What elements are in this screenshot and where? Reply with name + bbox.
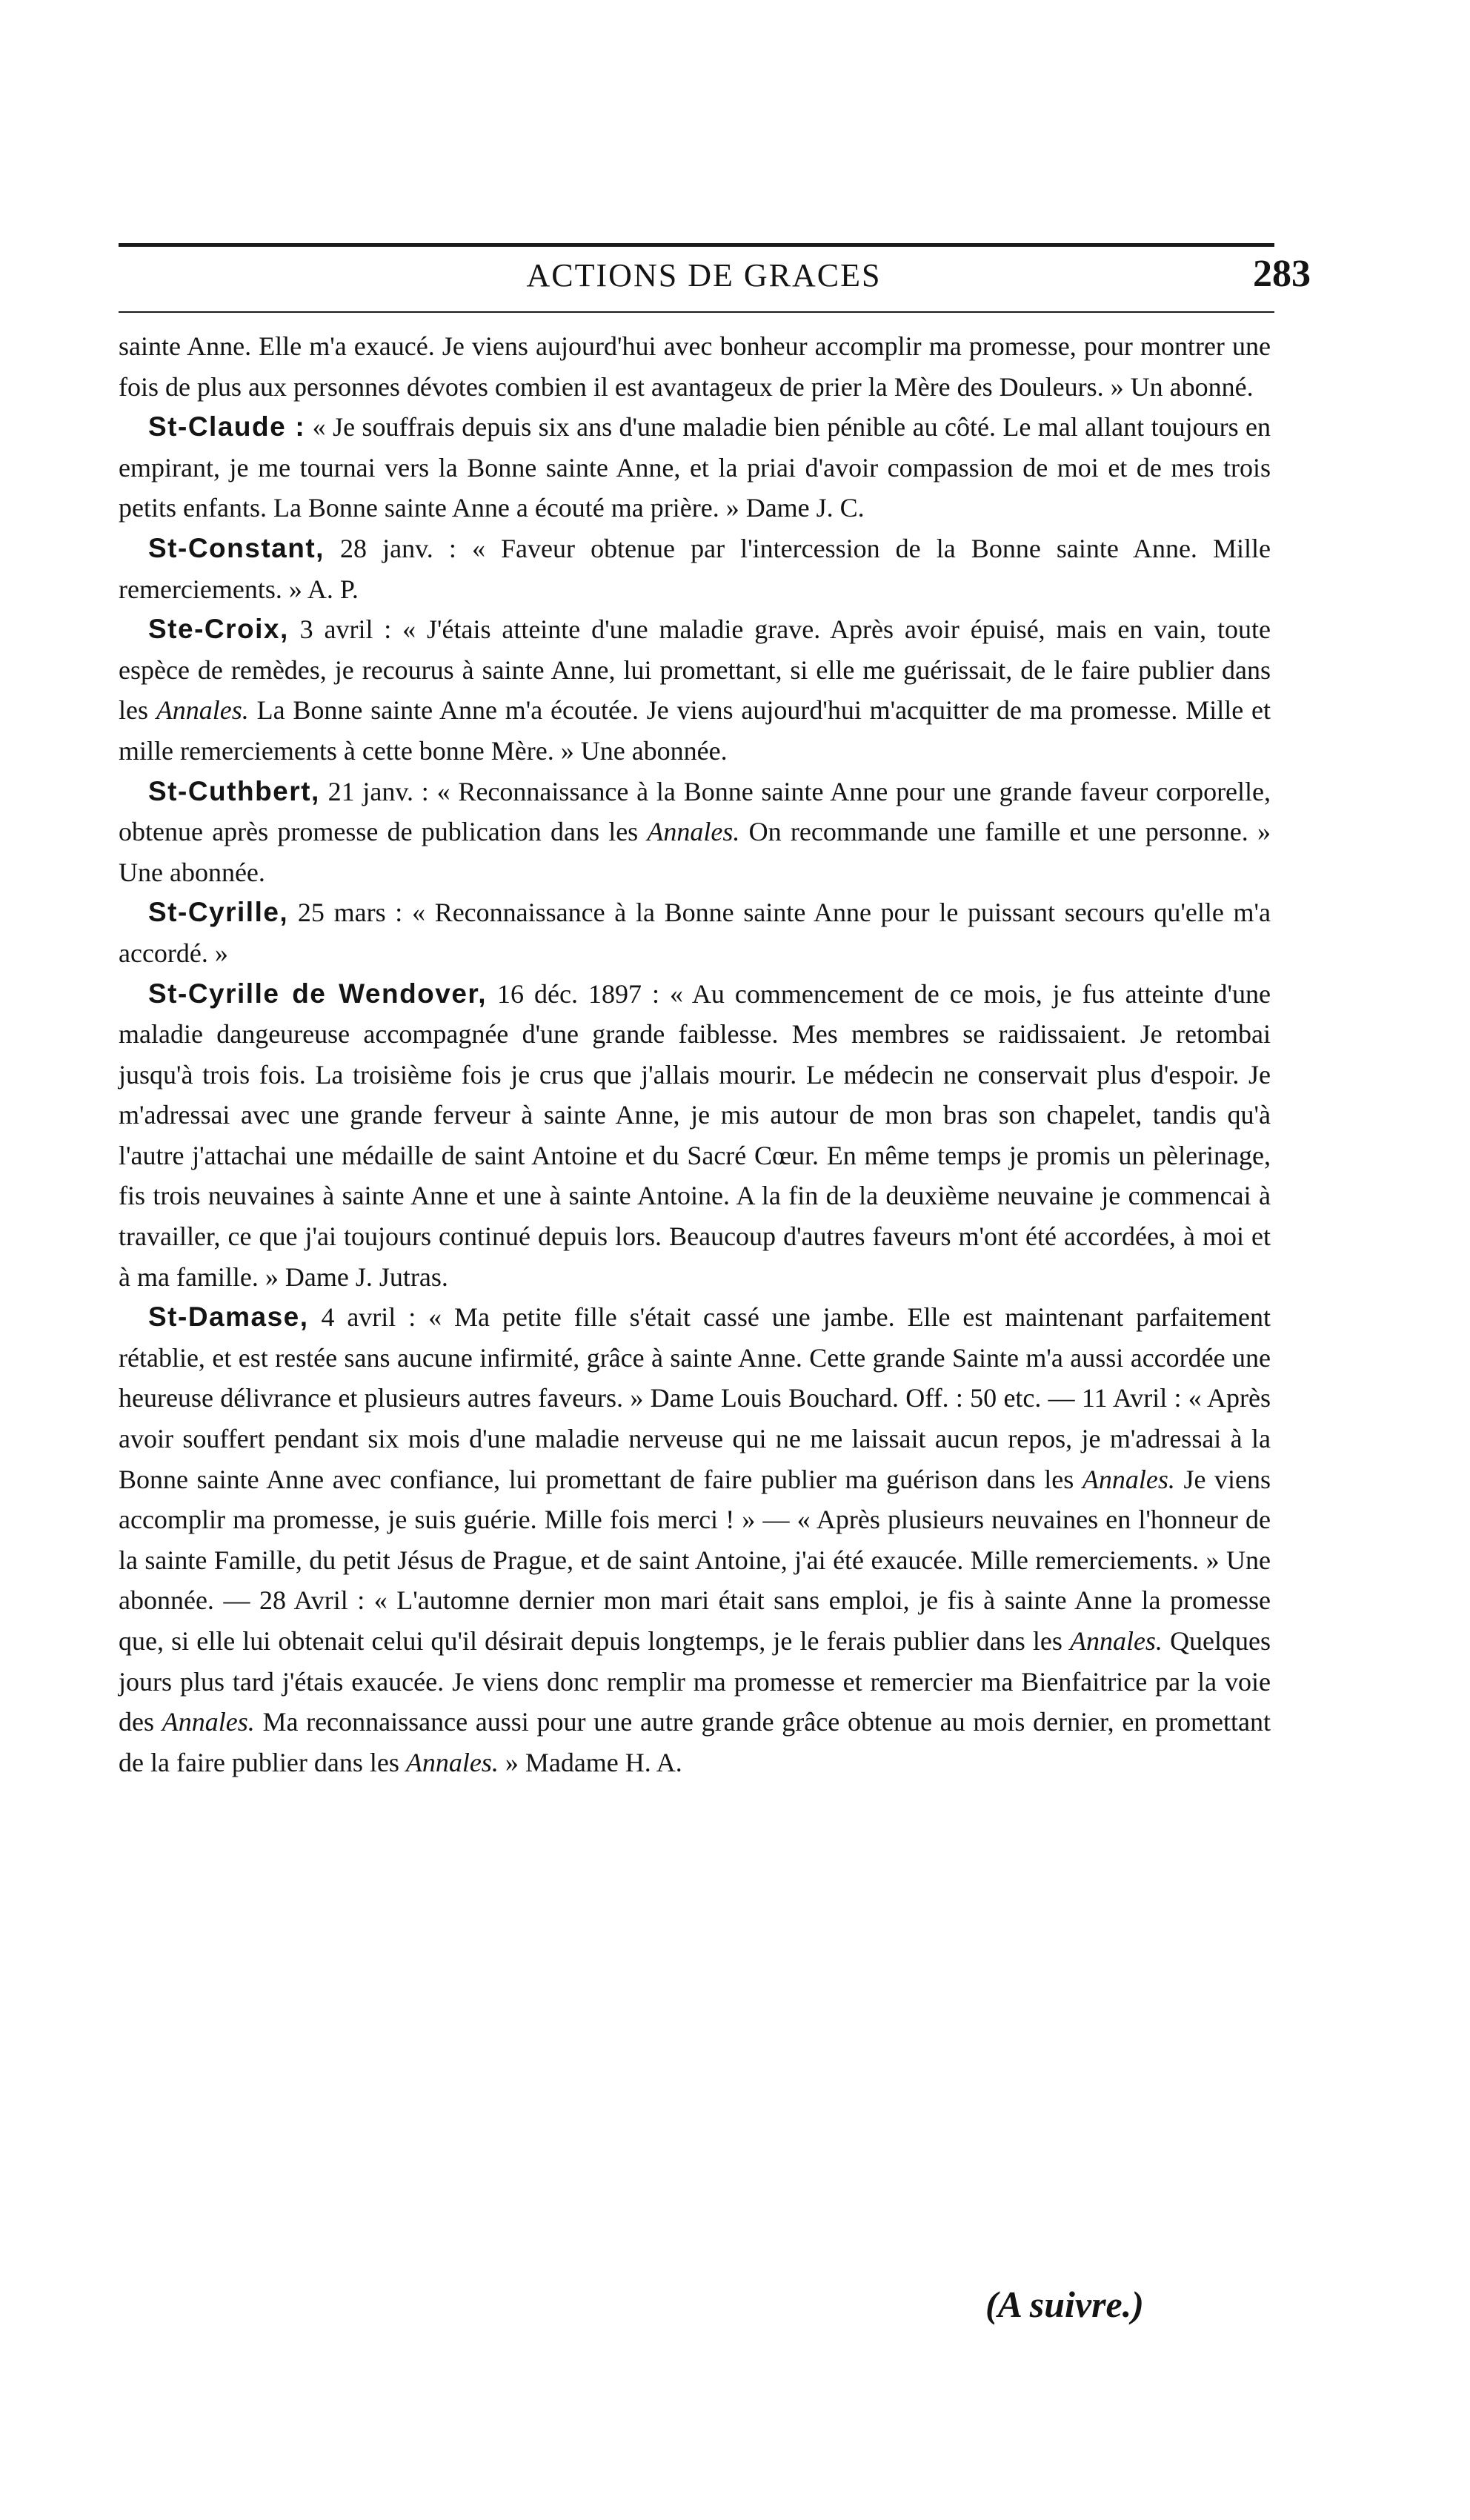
entry-text: La Bonne sainte Anne m'a écoutée. Je viens aujourd'hui m'acquitter de ma promesse. Mille et mille remerciements à cette bonne Mère. » Une abonnée. (119, 695, 1271, 766)
annales-title: Annales. (1082, 1464, 1175, 1494)
entry-st-damase (119, 1297, 1271, 1783)
header-rule-bottom (119, 311, 1274, 313)
running-title: ACTIONS DE GRACES (526, 257, 882, 294)
entry-text: « J'étais atteinte d'une maladie grave. Après avoir épuisé, mais en vain, toute espèce de remèdes, je recourus à sainte Anne, lui promettant, si elle me guérissait, de le faire publier dans les (119, 614, 1271, 726)
entry-place: St-Damase, (148, 1302, 309, 1333)
annales-title: Annales. (647, 817, 740, 847)
entry-text: « Au commencement de ce mois, je fus atteinte d'une maladie dangeureuse accompagnée d'une grande faiblesse. Mes membres se raidissaient. Je retombai jusqu'à trois fois. La troisième fois je crus que j'allais mourir. Le médecin ne conservait plus d'espoir. Je m'adressai avec une grande ferveur à sainte Anne, je mis autour de mon bras son chapelet, tandis qu'à l'autre j'attachai une médaille de saint Antoine et du Sacré Cœur. En même temps je promis un pèlerinage, fis trois neuvaines à sainte Anne et une à sainte Antoine. A la fin de la deuxième neuvaine je commencai à travailler, ce que j'ai toujours continué depuis lors. Beaucoup d'autres faveurs m'ont été accordées, à moi et à ma famille. » Dame J. Jutras. (119, 978, 1271, 1292)
entry-continuation (119, 326, 1271, 407)
entry-text: « Ma petite fille s'était cassé une jambe. Elle est maintenant parfaitement rétablie, et est restée sans aucune infirmité, grâce à sainte Anne. Cette grande Sainte m'a aussi accordée une heureuse délivrance et plusieurs autres faveurs. » Dame Louis Bouchard. Off. : 50 etc. — 11 Avril : « Après avoir souffert pendant six mois d'une maladie nerveuse qui ne me laissait aucun repos, je m'adressai à la Bonne sainte Anne avec confiance, lui promettant de faire publier ma guérison dans les (119, 1302, 1271, 1494)
entry-st-cyrille-de-wendover (119, 974, 1271, 1298)
entry-text: Je viens accomplir ma promesse, je suis guérie. Mille fois merci ! » — « Après plusieurs neuvaines en l'honneur de la sainte Famille, du petit Jésus de Prague, et de saint Antoine, j'ai été exaucée. Mille remerciements. » Une abonnée. — 28 Avril : « L'automne dernier mon mari était sans emploi, je fis à sainte Anne la promesse que, si elle lui obtenait celui qu'il désirait depuis longtemps, je le ferais publier dans les (119, 1464, 1271, 1656)
entry-date: 28 janv. : (340, 533, 456, 563)
entry-date: 25 mars : (297, 898, 403, 928)
entry-st-claude (119, 407, 1271, 528)
entry-ste-croix (119, 609, 1271, 771)
entry-text: sainte Anne. Elle m'a exaucé. Je viens aujourd'hui avec bonheur accomplir ma promesse, pour montrer une fois de plus aux personnes dévotes combien il est avantageux de prier la Mère des Douleurs. » Un abonné. (119, 331, 1271, 402)
entry-text: « Faveur obtenue par l'intercession de la Bonne sainte Anne. Mille remerciements. » A. P. (119, 533, 1271, 604)
entry-place: St-Cyrille de Wendover, (148, 978, 488, 1009)
annales-title: Annales. (162, 1707, 255, 1737)
entry-place: St-Claude : (148, 411, 306, 442)
entry-text: Ma reconnaissance aussi pour une autre grande grâce obtenue au mois dernier, en promettant de la faire publier dans les (119, 1707, 1271, 1777)
page-number: 283 (1253, 253, 1311, 295)
entry-st-cyrille (119, 892, 1271, 973)
annales-title: Annales. (1069, 1626, 1163, 1656)
entry-date: 4 avril : (321, 1302, 416, 1333)
entry-place: St-Cyrille, (148, 897, 289, 928)
body-text (119, 326, 1271, 1783)
entry-date: 21 janv. : (327, 776, 429, 806)
entry-place: St-Constant, (148, 532, 325, 563)
entry-text: On recommande une famille et une personne. » Une abonnée. (119, 817, 1271, 887)
entry-place: St-Cuthbert, (148, 775, 320, 806)
header-rule-top (119, 243, 1274, 247)
entry-text: » Madame H. A. (505, 1747, 682, 1777)
entry-date: 3 avril : (299, 614, 392, 645)
entry-st-constant (119, 528, 1271, 609)
entry-text: Quelques jours plus tard j'étais exaucée. Je viens donc remplir ma promesse et remercier ma Bienfaitrice par la voie des (119, 1626, 1271, 1737)
entry-text: « Reconnaissance à la Bonne sainte Anne pour le puissant secours qu'elle m'a accordé. » (119, 898, 1271, 968)
entry-text: « Reconnaissance à la Bonne sainte Anne pour une grande faveur corporelle, obtenue après promesse de publication dans les (119, 776, 1271, 847)
annales-title: Annales. (405, 1747, 499, 1777)
to-be-continued: (A suivre.) (985, 2284, 1144, 2325)
entry-date: 16 déc. 1897 : (497, 978, 659, 1009)
entry-place: Ste-Croix, (148, 614, 289, 645)
entry-st-cuthbert (119, 772, 1271, 893)
entry-text: « Je souffrais depuis six ans d'une maladie bien pénible au côté. Le mal allant toujours en empirant, je me tournai vers la Bonne sainte Anne, et la priai d'avoir compassion de moi et de mes trois petits enfants. La Bonne sainte Anne a écouté ma prière. » Dame J. C. (119, 412, 1271, 523)
annales-title: Annales. (156, 695, 249, 726)
